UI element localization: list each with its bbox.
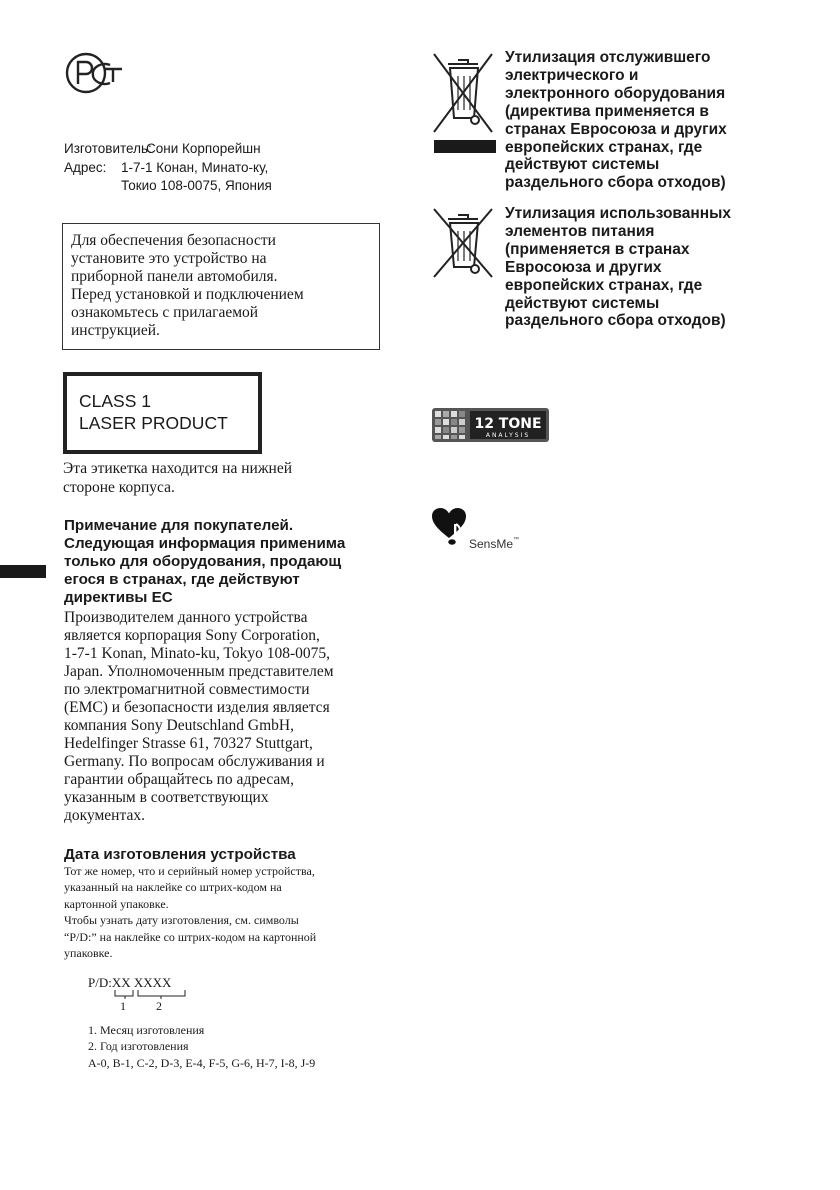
pd-marker-1: 1 xyxy=(120,999,126,1013)
label-note-line: Эта этикетка находится на нижней xyxy=(63,460,293,477)
weee-line: европейских странах, где xyxy=(505,138,703,156)
label-note-line: стороне корпуса. xyxy=(63,478,175,496)
page-edge-tab xyxy=(0,565,46,578)
pd-code: P/D:XX XXXX xyxy=(88,975,172,990)
pd-marker-2: 2 xyxy=(156,999,162,1013)
address-label: Адрес: xyxy=(64,159,107,175)
legend-line: 1. Месяц изготовления xyxy=(88,1023,205,1037)
date-body-line: указанный на наклейке со штрих-кодом на xyxy=(64,880,282,895)
eu-heading-line: директивы ЕС xyxy=(64,589,173,606)
sensme-label xyxy=(469,537,519,551)
eu-heading-line: Примечание для покупателей. xyxy=(64,517,294,534)
eu-body-line: является корпорация Sony Corporation, xyxy=(64,627,320,644)
eu-body-line: гарантии обращайтесь по адресам, xyxy=(64,771,294,788)
eu-heading-line: егося в странах, где действуют xyxy=(64,571,300,588)
eu-body-line: документах. xyxy=(64,807,145,824)
eu-body-line: по электромагнитной совместимости xyxy=(64,681,310,698)
date-body-line: “P/D:” на наклейке со штрих-кодом на картонной xyxy=(64,929,317,944)
eu-notice-heading xyxy=(64,517,345,607)
laser-product-line: LASER PRODUCT xyxy=(79,413,228,433)
weee-line: электронного оборудования xyxy=(505,84,726,102)
eu-body-line: указанным в соответствующих xyxy=(64,789,269,806)
safety-line: ознакомьтесь с прилагаемой xyxy=(71,304,259,321)
manufacture-date-body xyxy=(64,863,316,961)
crossed-out-wheelie-bin-icon xyxy=(430,50,496,136)
safety-line: установите это устройство на xyxy=(71,250,267,267)
weee-line: (применяется в странах xyxy=(505,240,690,258)
eu-body-line: 1-7-1 Konan, Minato-ku, Tokyo 108-0075, xyxy=(64,645,330,662)
sensme-trademark: ™ xyxy=(513,537,520,543)
eu-body-line: компания Sony Deutschland GmbH, xyxy=(64,717,294,734)
laser-class-label xyxy=(63,372,262,454)
address-line-1: 1-7-1 Конан, Минато-ку, xyxy=(121,159,269,175)
weee-line: раздельного сбора отходов) xyxy=(505,312,726,330)
date-body-line: картонной упаковке. xyxy=(64,896,169,911)
weee-line: (директива применяется в xyxy=(505,102,709,120)
eu-body-line: Germany. По вопросам обслуживания и xyxy=(64,753,325,770)
date-body-line: Тот же номер, что и серийный номер устройства, xyxy=(64,864,315,878)
date-body-line: упаковке. xyxy=(64,946,113,961)
safety-line: Перед установкой и подключением xyxy=(71,286,304,303)
sensme-text: SensMe xyxy=(469,537,514,551)
date-body-line: Чтобы узнать дату изготовления, см. символы xyxy=(64,913,299,928)
manufacture-date-heading: Дата изготовления устройства xyxy=(64,846,296,863)
weee-line: элементов питания xyxy=(505,222,655,240)
weee-line: европейских странах, где xyxy=(505,276,703,294)
heart-note-icon xyxy=(432,508,466,548)
pct-certification-mark-icon xyxy=(64,52,128,94)
weee-line: действуют системы xyxy=(505,156,660,174)
legend-line: A-0, B-1, C-2, D-3, E-4, F-5, G-6, H-7, I-8, J-9 xyxy=(88,1055,316,1070)
weee-batteries-text xyxy=(505,205,731,330)
tone-title: 12 TONE xyxy=(474,416,542,432)
manufacturer-name: Сони Корпорейшн xyxy=(146,141,261,156)
weee-line: Утилизация отслужившего xyxy=(505,49,711,66)
tone-subtitle: ANALYSIS xyxy=(485,432,531,439)
manufacturer-info xyxy=(64,140,272,196)
weee-line: электрического и xyxy=(505,66,639,84)
weee-line: раздельного сбора отходов) xyxy=(505,174,726,192)
legend-line: 2. Год изготовления xyxy=(88,1039,189,1054)
manufacturer-label: Изготовитель: xyxy=(64,141,152,156)
safety-line: инструкцией. xyxy=(71,322,160,339)
weee-equipment-text xyxy=(505,49,727,192)
eu-body-line: Hedelfinger Strasse 61, 70327 Stuttgart, xyxy=(64,735,313,752)
weee-line: действуют системы xyxy=(505,294,660,312)
weee-line: Евросоюза и других xyxy=(505,258,662,276)
pd-legend xyxy=(88,1022,315,1071)
weee-line: Утилизация использованных xyxy=(505,205,731,222)
safety-line: приборной панели автомобиля. xyxy=(71,268,278,285)
eu-heading-line: Следующая информация применима xyxy=(64,535,346,552)
eu-heading-line: только для оборудования, продающ xyxy=(64,553,342,570)
safety-line: Для обеспечения безопасности xyxy=(71,232,276,249)
eu-notice-body xyxy=(64,609,334,825)
eu-body-line: Japan. Уполномоченным представителем xyxy=(64,663,334,680)
weee-line: странах Евросоюза и других xyxy=(505,120,727,138)
laser-class-line: CLASS 1 xyxy=(79,391,151,411)
safety-notice-box xyxy=(62,223,380,350)
address-line-2: Токио 108-0075, Япония xyxy=(121,178,272,193)
eu-body-line: Производителем данного устройства xyxy=(64,609,308,626)
weee-bar xyxy=(434,140,496,153)
12-tone-analysis-logo xyxy=(432,408,549,442)
eu-body-line: (EMC) и безопасности изделия является xyxy=(64,699,330,716)
crossed-out-wheelie-bin-icon xyxy=(430,205,496,291)
label-location-note xyxy=(63,460,292,497)
